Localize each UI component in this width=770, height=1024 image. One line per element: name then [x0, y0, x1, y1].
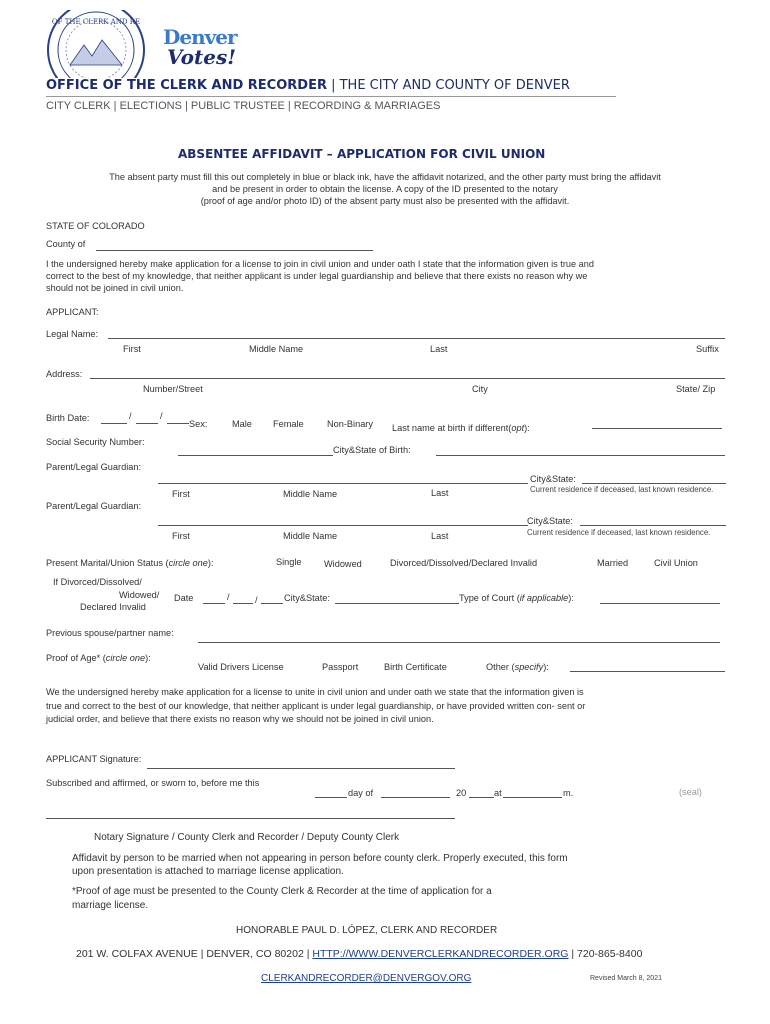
footer-honorable: HONORABLE PAUL D. LÓPEZ, CLERK AND RECORDER: [236, 925, 498, 936]
applicant-signature-label: APPLICANT Signature:: [46, 754, 142, 764]
marital-option-married[interactable]: Married: [597, 558, 629, 568]
intro-line-3: (proof of age and/or photo ID) of the absent party must also be presented with the affidavit.: [200, 196, 570, 206]
guardian-2-first-caption: First: [172, 531, 190, 541]
subscribed-time-field[interactable]: [503, 797, 562, 798]
guardian-1-last-caption: Last: [431, 488, 449, 498]
birth-year-field[interactable]: [167, 423, 189, 424]
guardian-1-first-caption: First: [172, 489, 190, 499]
state-of-label: STATE OF COLORADO: [46, 221, 145, 231]
applicant-signature-field[interactable]: [147, 768, 455, 769]
guardian-1-label: Parent/Legal Guardian:: [46, 462, 142, 472]
office-title: OFFICE OF THE CLERK AND RECORDER: [46, 78, 327, 93]
marital-status-end: ):: [207, 558, 214, 568]
footer-email-link[interactable]: CLERKANDRECORDER@DENVERGOV.ORG: [261, 973, 472, 984]
marital-circle-one: circle one: [168, 558, 208, 568]
guardian-2-label: Parent/Legal Guardian:: [46, 501, 142, 511]
guardian-1-middle-caption: Middle Name: [283, 489, 338, 499]
type-of-court-label: [459, 593, 574, 603]
marital-option-single[interactable]: Single: [276, 557, 302, 567]
marital-status-label: [46, 558, 214, 568]
day-of-label: day of: [348, 788, 374, 798]
sex-option-male[interactable]: Male: [232, 419, 252, 429]
type-of-court-text: Type of Court (: [459, 593, 520, 603]
oath-line-3: judicial order, and believe that there exists no reason why we should not be joined in civil union.: [46, 714, 434, 724]
denver-votes-logo: [163, 27, 258, 75]
birth-date-slash-2: /: [160, 411, 163, 421]
proof-option-passport[interactable]: Passport: [322, 662, 359, 672]
divorce-label-3: Declared Invalid: [80, 602, 146, 612]
previous-spouse-label: Previous spouse/partner name:: [46, 628, 174, 638]
departments-list: CITY CLERK | ELECTIONS | PUBLIC TRUSTEE | RECORDING & MARRIAGES: [46, 100, 441, 112]
intro-line-2: and be present in order to obtain the license. A copy of the ID presented to the notary: [212, 184, 558, 194]
last-name-birth-label: Last name at birth if different(opt):: [392, 423, 530, 433]
birth-date-slash-1: /: [129, 411, 132, 421]
birth-month-field[interactable]: [101, 423, 127, 424]
proof-of-age-label: [46, 653, 151, 663]
office-heading: [46, 78, 570, 93]
footer-contact: [76, 948, 642, 960]
footer-address: 201 W. COLFAX AVENUE | DENVER, CO 80202 |: [76, 948, 313, 960]
divorce-date-slash-2: /: [255, 595, 258, 605]
birth-date-label: Birth Date:: [46, 413, 90, 423]
intro-line-1: The absent party must fill this out completely in blue or black ink, have the affidavit notarized, and the other party must bring the affidavit: [109, 172, 661, 182]
note-2-line-2: marriage license.: [72, 900, 149, 911]
address-city-caption: City: [472, 384, 488, 394]
optional-marker: opt: [511, 423, 525, 433]
subscribed-year-field[interactable]: [469, 797, 494, 798]
marital-option-widowed[interactable]: Widowed: [324, 559, 362, 569]
proof-other-end: ):: [543, 662, 549, 672]
last-name-birth-text: Last name at birth if different: [392, 423, 509, 433]
previous-spouse-field[interactable]: [198, 642, 720, 643]
subscribed-label: Subscribed and affirmed, or sworn to, before me this: [46, 778, 260, 788]
proof-option-other[interactable]: [486, 662, 549, 672]
proof-option-birth-certificate[interactable]: Birth Certificate: [384, 662, 447, 672]
guardian-1-city-state-label: City&State:: [530, 474, 576, 484]
guardian-2-name-field[interactable]: [158, 525, 528, 526]
guardian-2-last-caption: Last: [431, 531, 449, 541]
legal-name-label: Legal Name:: [46, 329, 99, 339]
notary-signature-caption: Notary Signature / County Clerk and Recorder / Deputy County Clerk: [94, 832, 400, 843]
if-applicable-marker: if applicable: [519, 593, 569, 603]
divorce-date-slash-1: /: [227, 592, 230, 602]
form-title: ABSENTEE AFFIDAVIT – APPLICATION FOR CIVIL UNION: [178, 147, 546, 161]
address-field[interactable]: [90, 378, 725, 379]
subscribed-day-field[interactable]: [315, 797, 347, 798]
birth-day-field[interactable]: [136, 423, 158, 424]
guardian-1-residence-note: Current residence if deceased, last known residence.: [530, 485, 714, 494]
divorce-label-1: If Divorced/Dissolved/: [53, 577, 142, 587]
last-name-birth-field[interactable]: [592, 428, 722, 429]
ssn-label: Social Security Number:: [46, 437, 145, 447]
header-divider: [46, 96, 616, 97]
office-subtitle: | THE CITY AND COUNTY OF DENVER: [326, 78, 570, 93]
applicant-heading: APPLICANT:: [46, 307, 99, 317]
at-label: at: [494, 788, 502, 798]
divorce-month-field[interactable]: [203, 603, 225, 604]
proof-circle-one: circle one: [105, 653, 146, 663]
legal-name-field[interactable]: [108, 338, 725, 339]
address-label: Address:: [46, 369, 83, 379]
legal-name-last-caption: Last: [430, 344, 448, 354]
declaration-line-3: should not be joined in civil union.: [46, 283, 184, 293]
svg-text:OF THE CLERK AND RE: OF THE CLERK AND RE: [51, 18, 141, 26]
city-state-birth-label: City&State of Birth:: [333, 445, 411, 455]
guardian-1-city-state-field[interactable]: [582, 483, 726, 484]
note-1-line-2: upon presentation is attached to marriage license application.: [72, 866, 344, 877]
footer-phone: | 720-865-8400: [568, 948, 643, 960]
legal-name-suffix-caption: Suffix: [696, 344, 719, 354]
seal-placeholder: (seal): [679, 787, 702, 797]
divorce-year-field[interactable]: [261, 603, 283, 604]
ssn-field[interactable]: [178, 455, 333, 456]
divorce-day-field[interactable]: [233, 603, 253, 604]
proof-other-field[interactable]: [570, 671, 725, 672]
divorce-label-2: Widowed/: [119, 590, 160, 600]
guardian-2-middle-caption: Middle Name: [283, 531, 338, 541]
marital-status-text: Present Marital/Union Status (: [46, 558, 169, 568]
type-of-court-end: ):: [568, 593, 574, 603]
legal-name-first-caption: First: [123, 344, 141, 354]
logo-votes-text: Votes!: [167, 45, 237, 69]
legal-name-middle-caption: Middle Name: [249, 344, 304, 354]
county-field[interactable]: [96, 250, 373, 251]
marital-option-divorced[interactable]: Divorced/Dissolved/Declared Invalid: [390, 558, 538, 568]
logo-denver-text: Denver: [163, 25, 237, 49]
proof-option-license[interactable]: Valid Drivers License: [198, 662, 284, 672]
guardian-1-name-field[interactable]: [158, 483, 528, 484]
proof-specify-marker: specify: [514, 662, 544, 672]
oath-line-1: We the undersigned hereby make application for a license to unite in civil union and under oath we state that the information given is: [46, 687, 584, 697]
note-2-line-1: *Proof of age must be presented to the County Clerk & Recorder at the time of application for a: [72, 886, 492, 897]
guardian-2-city-state-label: City&State:: [527, 516, 573, 526]
footer-revised-date: Revised March 8, 2021: [590, 975, 662, 982]
county-of-label: County of: [46, 239, 86, 249]
divorce-city-state-field[interactable]: [335, 603, 459, 604]
proof-of-age-end: ):: [145, 653, 151, 663]
guardian-2-residence-note: Current residence if deceased, last known residence.: [527, 528, 711, 537]
proof-other-text: Other (: [486, 662, 515, 672]
declaration-line-1: I the undersigned hereby make application for a license to join in civil union and under oath I state that the information given is true and: [46, 259, 595, 269]
notary-signature-field[interactable]: [46, 818, 455, 819]
declaration-line-2: correct to the best of my knowledge, that neither applicant is under legal guardianship and believe that there exists no reason why we: [46, 271, 588, 281]
guardian-2-city-state-field[interactable]: [580, 525, 726, 526]
divorce-date-label: Date: [174, 593, 194, 603]
year-prefix-label: 20: [456, 788, 467, 798]
meridiem-label: m.: [563, 788, 574, 798]
subscribed-month-field[interactable]: [381, 797, 450, 798]
sex-label: Sex:: [189, 419, 208, 429]
oath-line-2: true and correct to the best of our knowledge, that neither applicant is under legal guardianship, or have provided written con- sent or: [46, 701, 586, 711]
note-1-line-1: Affidavit by person to be married when not appearing in person before county clerk. Properly executed, this form: [72, 853, 568, 864]
address-state-zip-caption: State/ Zip: [676, 384, 716, 394]
footer-website-link[interactable]: HTTP://WWW.DENVERCLERKANDRECORDER.ORG: [312, 948, 569, 960]
marital-option-civil-union[interactable]: Civil Union: [654, 558, 698, 568]
city-state-birth-field[interactable]: [436, 455, 725, 456]
divorce-city-state-label: City&State:: [284, 593, 330, 603]
proof-of-age-text: Proof of Age* (: [46, 653, 106, 663]
sex-option-nonbinary[interactable]: Non-Binary: [327, 419, 373, 429]
type-of-court-field[interactable]: [600, 603, 720, 604]
address-street-caption: Number/Street: [143, 384, 203, 394]
sex-option-female[interactable]: Female: [273, 419, 304, 429]
city-seal-logo: [46, 10, 146, 78]
